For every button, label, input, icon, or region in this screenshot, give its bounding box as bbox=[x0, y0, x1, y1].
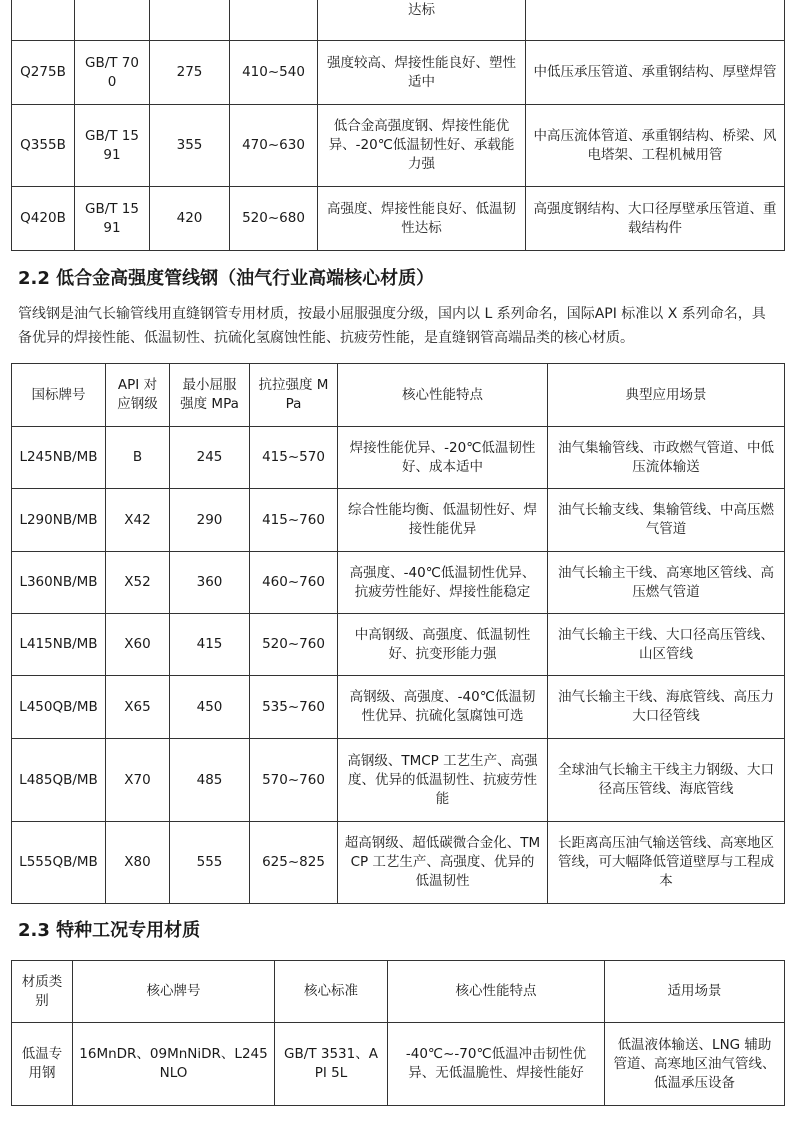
section-paragraph: 管线钢是油气长输管线用直缝钢管专用材质，按最小屈服强度分级，国内以 L 系列命名，国际API 标准以 X 系列命名，具备优异的焊接性能、低温韧性、抗硫化氢腐蚀性能、抗疲劳性能，是直缝钢管高端品类的核心材质。 bbox=[18, 306, 766, 346]
column-header: 适用场景 bbox=[605, 961, 785, 1023]
column-header: API 对应钢级 bbox=[106, 364, 170, 427]
table-cell: GB/T 1591 bbox=[75, 105, 150, 187]
table-cell: X42 bbox=[106, 489, 170, 552]
table-cell: 综合性能均衡、低温韧性好、焊接性能优异 bbox=[338, 489, 548, 552]
table-cell: L360NB/MB bbox=[12, 552, 106, 614]
table-cell: 低合金高强度钢、焊接性能优异、-20℃低温韧性好、承载能力强 bbox=[318, 105, 526, 187]
table-cell: 535~760 bbox=[250, 676, 338, 739]
table-cell: X80 bbox=[106, 822, 170, 904]
section-heading: 2.3 特种工况专用材质 bbox=[18, 920, 201, 941]
table-header-row bbox=[12, 961, 785, 1023]
table-cell: 高强度、焊接性能良好、低温韧性达标 bbox=[318, 187, 526, 251]
table-cell: 油气长输主干线、大口径高压管线、山区管线 bbox=[548, 614, 785, 676]
table-cell: 420 bbox=[150, 187, 230, 251]
table-row bbox=[12, 1023, 785, 1106]
table-cell: Q420B bbox=[12, 187, 75, 251]
table-cell: 油气长输主干线、海底管线、高压力大口径管线 bbox=[548, 676, 785, 739]
table-cell: 355 bbox=[150, 105, 230, 187]
table-cell: -40℃~-70℃低温冲击韧性优异、无低温脆性、焊接性能好 bbox=[388, 1023, 605, 1106]
table-row bbox=[12, 822, 785, 904]
table-cell: 达标 bbox=[318, 0, 526, 41]
column-header: 最小屈服强度 MPa bbox=[170, 364, 250, 427]
table-cell: Q355B bbox=[12, 105, 75, 187]
table-row bbox=[12, 676, 785, 739]
table-cell: 290 bbox=[170, 489, 250, 552]
table-cell: 油气长输主干线、高寒地区管线、高压燃气管道 bbox=[548, 552, 785, 614]
table-cell: 450 bbox=[170, 676, 250, 739]
table-row bbox=[12, 41, 785, 105]
table-cell: 470~630 bbox=[230, 105, 318, 187]
table-cell: 485 bbox=[170, 739, 250, 822]
table-cell: 415~570 bbox=[250, 427, 338, 489]
table-row bbox=[12, 0, 785, 41]
table-cell: L450QB/MB bbox=[12, 676, 106, 739]
table-cell: Q275B bbox=[12, 41, 75, 105]
table-cell: 275 bbox=[150, 41, 230, 105]
table-cell: 油气集输管线、市政燃气管道、中低压流体输送 bbox=[548, 427, 785, 489]
table-cell: L245NB/MB bbox=[12, 427, 106, 489]
table-cell: 16MnDR、09MnNiDR、L245NLO bbox=[73, 1023, 275, 1106]
table-cell: 高强度钢结构、大口径厚壁承压管道、重载结构件 bbox=[526, 187, 785, 251]
table-row bbox=[12, 739, 785, 822]
steel-grade-table-continued bbox=[11, 0, 785, 251]
column-header: 国标牌号 bbox=[12, 364, 106, 427]
table-row bbox=[12, 489, 785, 552]
table-cell: 360 bbox=[170, 552, 250, 614]
table-cell: 中高钢级、高强度、低温韧性好、抗变形能力强 bbox=[338, 614, 548, 676]
table-cell: L555QB/MB bbox=[12, 822, 106, 904]
table-cell: 油气长输支线、集输管线、中高压燃气管道 bbox=[548, 489, 785, 552]
table-cell: 460~760 bbox=[250, 552, 338, 614]
column-header: 材质类别 bbox=[12, 961, 73, 1023]
table-cell: 415~760 bbox=[250, 489, 338, 552]
table-row bbox=[12, 427, 785, 489]
table-cell: 520~680 bbox=[230, 187, 318, 251]
special-condition-table bbox=[11, 960, 785, 1106]
table-cell: L290NB/MB bbox=[12, 489, 106, 552]
table-row bbox=[12, 187, 785, 251]
column-header: 典型应用场景 bbox=[548, 364, 785, 427]
table-cell: 低温液体输送、LNG 辅助管道、高寒地区油气管线、低温承压设备 bbox=[605, 1023, 785, 1106]
table-cell: B bbox=[106, 427, 170, 489]
table-row bbox=[12, 614, 785, 676]
table-row bbox=[12, 105, 785, 187]
table-cell: GB/T 1591 bbox=[75, 187, 150, 251]
column-header: 核心性能特点 bbox=[338, 364, 548, 427]
section-heading: 2.2 低合金高强度管线钢（油气行业高端核心材质） bbox=[18, 268, 435, 289]
pipeline-steel-table bbox=[11, 363, 785, 904]
table-cell: 强度较高、焊接性能良好、塑性适中 bbox=[318, 41, 526, 105]
table-cell: 长距离高压油气输送管线、高寒地区管线，可大幅降低管道壁厚与工程成本 bbox=[548, 822, 785, 904]
table-cell: L485QB/MB bbox=[12, 739, 106, 822]
table-cell: GB/T 3531、API 5L bbox=[275, 1023, 388, 1106]
table-cell: 低温专用钢 bbox=[12, 1023, 73, 1106]
table-cell: 超高钢级、超低碳微合金化、TMCP 工艺生产、高强度、优异的低温韧性 bbox=[338, 822, 548, 904]
table-cell: 高钢级、高强度、-40℃低温韧性优异、抗硫化氢腐蚀可选 bbox=[338, 676, 548, 739]
table-cell: X70 bbox=[106, 739, 170, 822]
table-cell: L415NB/MB bbox=[12, 614, 106, 676]
table-cell: 中高压流体管道、承重钢结构、桥梁、风电塔架、工程机械用管 bbox=[526, 105, 785, 187]
table-cell: X52 bbox=[106, 552, 170, 614]
table-cell: 中低压承压管道、承重钢结构、厚壁焊管 bbox=[526, 41, 785, 105]
table-cell: 全球油气长输主干线主力钢级、大口径高压管线、海底管线 bbox=[548, 739, 785, 822]
table-cell: 625~825 bbox=[250, 822, 338, 904]
table-cell: X65 bbox=[106, 676, 170, 739]
table-cell: 高钢级、TMCP 工艺生产、高强度、优异的低温韧性、抗疲劳性能 bbox=[338, 739, 548, 822]
column-header: 核心性能特点 bbox=[388, 961, 605, 1023]
table-cell: X60 bbox=[106, 614, 170, 676]
table-cell: 570~760 bbox=[250, 739, 338, 822]
table-cell: 555 bbox=[170, 822, 250, 904]
table-cell: 245 bbox=[170, 427, 250, 489]
table-cell: 520~760 bbox=[250, 614, 338, 676]
table-cell: 415 bbox=[170, 614, 250, 676]
table-row bbox=[12, 552, 785, 614]
table-cell: 焊接性能优异、-20℃低温韧性好、成本适中 bbox=[338, 427, 548, 489]
table-cell: GB/T 700 bbox=[75, 41, 150, 105]
table-cell: 410~540 bbox=[230, 41, 318, 105]
column-header: 抗拉强度 MPa bbox=[250, 364, 338, 427]
table-cell: 高强度、-40℃低温韧性优异、抗疲劳性能好、焊接性能稳定 bbox=[338, 552, 548, 614]
column-header: 核心牌号 bbox=[73, 961, 275, 1023]
table-header-row bbox=[12, 364, 785, 427]
column-header: 核心标准 bbox=[275, 961, 388, 1023]
